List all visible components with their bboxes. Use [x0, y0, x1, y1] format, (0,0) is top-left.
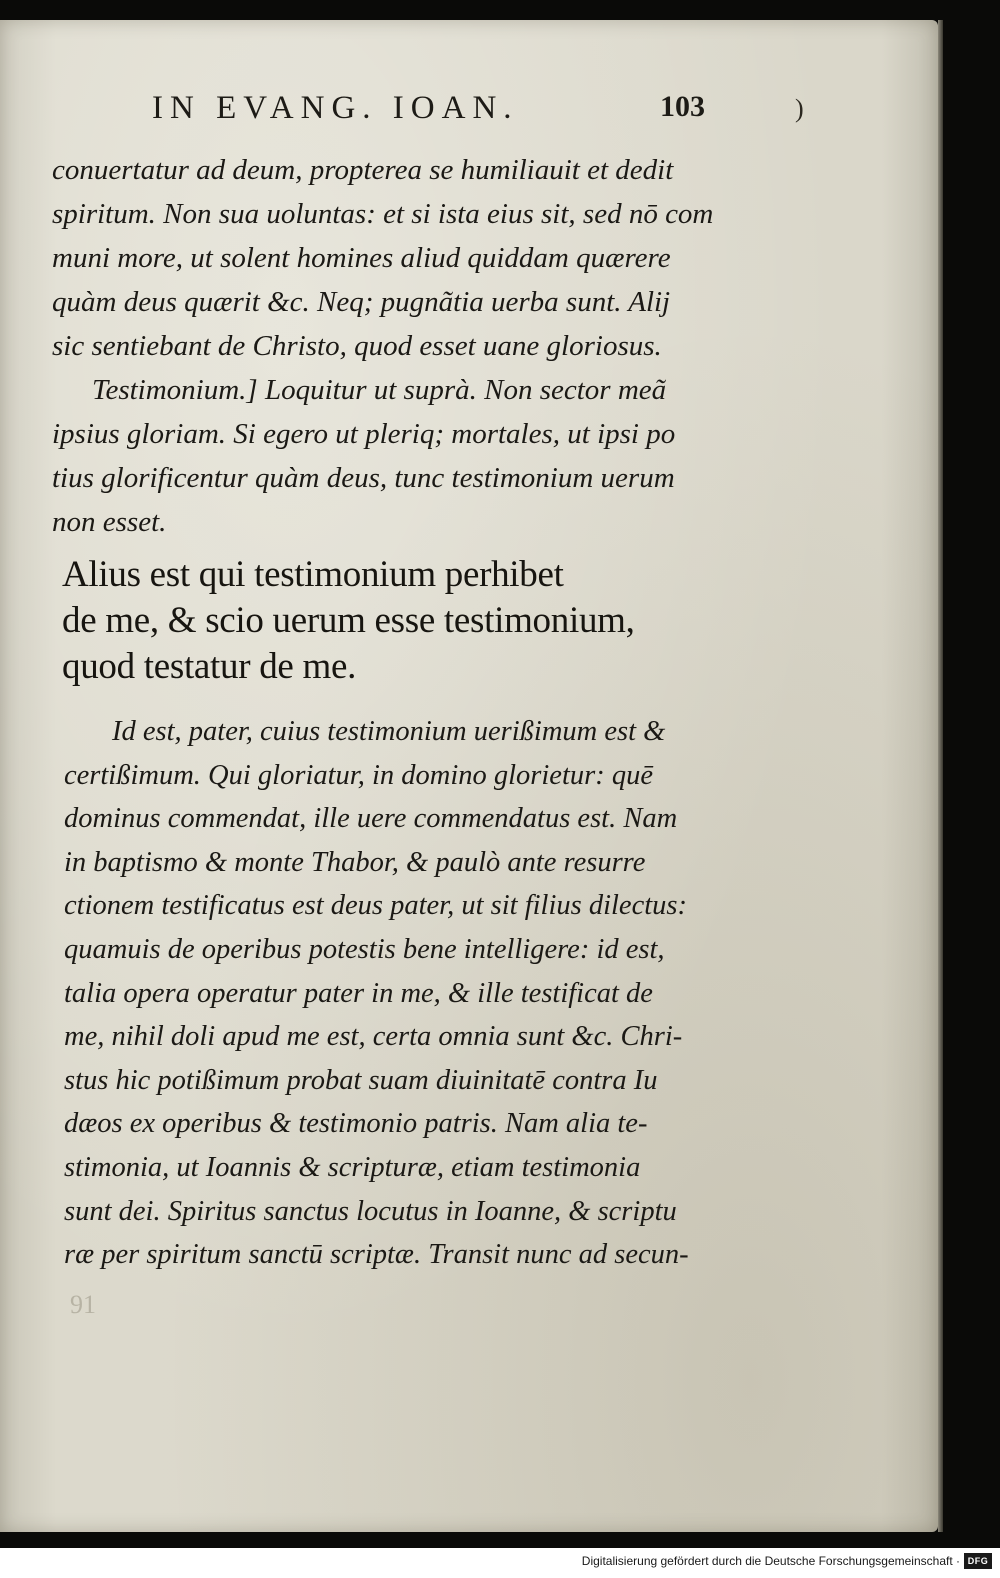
text-line: conuertatur ad deum, propterea se humiliauit et dedit	[52, 154, 674, 186]
text-line: me, nihil doli apud me est, certa omnia sunt &c. Chri-	[64, 1021, 683, 1053]
text-line: muni more, ut solent homines aliud quiddam quærere	[52, 242, 671, 274]
text-line: ctionem testificatus est deus pater, ut sit filius dilectus:	[64, 890, 687, 922]
text-line: sic sentiebant de Christo, quod esset uane gloriosus.	[52, 330, 662, 362]
page-fore-edge	[938, 20, 943, 1532]
text-line: Id est, pater, cuius testimonium uerißimum est &	[112, 716, 666, 747]
text-line: spiritum. Non sua uoluntas: et si ista eius sit, sed nō com	[52, 198, 714, 230]
text-line: Testimonium.] Loquitur ut suprà. Non sector meã	[92, 374, 667, 406]
text-line: talia opera operatur pater in me, & ille testificat de	[64, 977, 653, 1009]
margin-mark: )	[795, 94, 804, 123]
commentary-paragraph-2	[52, 368, 732, 544]
commentary-paragraph-1	[52, 148, 732, 368]
text-line: sunt dei. Spiritus sanctus locutus in Ioanne, & scriptu	[64, 1195, 677, 1227]
faded-bleed-through-mark: 91	[70, 1290, 96, 1319]
text-line: ipsius gloriam. Si egero ut pleriq; mortales, ut ipsi po	[52, 418, 676, 450]
text-line: quàm deus quærit &c. Neq; pugnãtia uerba sunt. Alij	[52, 286, 671, 318]
verse-line: de me, & scio uerum esse testimonium,	[62, 600, 635, 641]
page-header	[0, 82, 938, 132]
text-line: dominus commendat, ille uere commendatus est. Nam	[64, 803, 678, 835]
text-line: stus hic potißimum probat suam diuinitatē contra Iu	[64, 1064, 658, 1096]
commentary-paragraph-3	[64, 710, 754, 1277]
text-line: tius glorificentur quàm deus, tunc testimonium uerum	[52, 462, 675, 494]
scripture-verse	[62, 552, 742, 690]
verse-line: Alius est qui testimonium perhibet	[62, 554, 564, 595]
footer-credit: Digitalisierung gefördert durch die Deutsche Forschungsgemeinschaft ·	[581, 1554, 960, 1568]
text-line: dæos ex operibus & testimonio patris. Nam alia te-	[64, 1108, 648, 1140]
text-line: ræ per spiritum sanctū scriptæ. Transit nunc ad secun-	[64, 1239, 689, 1271]
text-line: in baptismo & monte Thabor, & paulò ante resurre	[64, 846, 646, 878]
dfg-logo-icon: DFG	[964, 1553, 992, 1569]
verse-line: quod testatur de me.	[62, 646, 357, 687]
text-line: non esset.	[52, 506, 167, 538]
text-line: quamuis de operibus potestis bene intelligere: id est,	[64, 933, 665, 965]
digitization-footer	[0, 1548, 1000, 1578]
running-head: IN EVANG. IOAN.	[152, 90, 519, 126]
text-line: stimonia, ut Ioannis & scripturæ, etiam testimonia	[64, 1151, 641, 1183]
text-line: certißimum. Qui gloriatur, in domino glorietur: quē	[64, 759, 653, 791]
folio-number: 103	[660, 90, 705, 123]
